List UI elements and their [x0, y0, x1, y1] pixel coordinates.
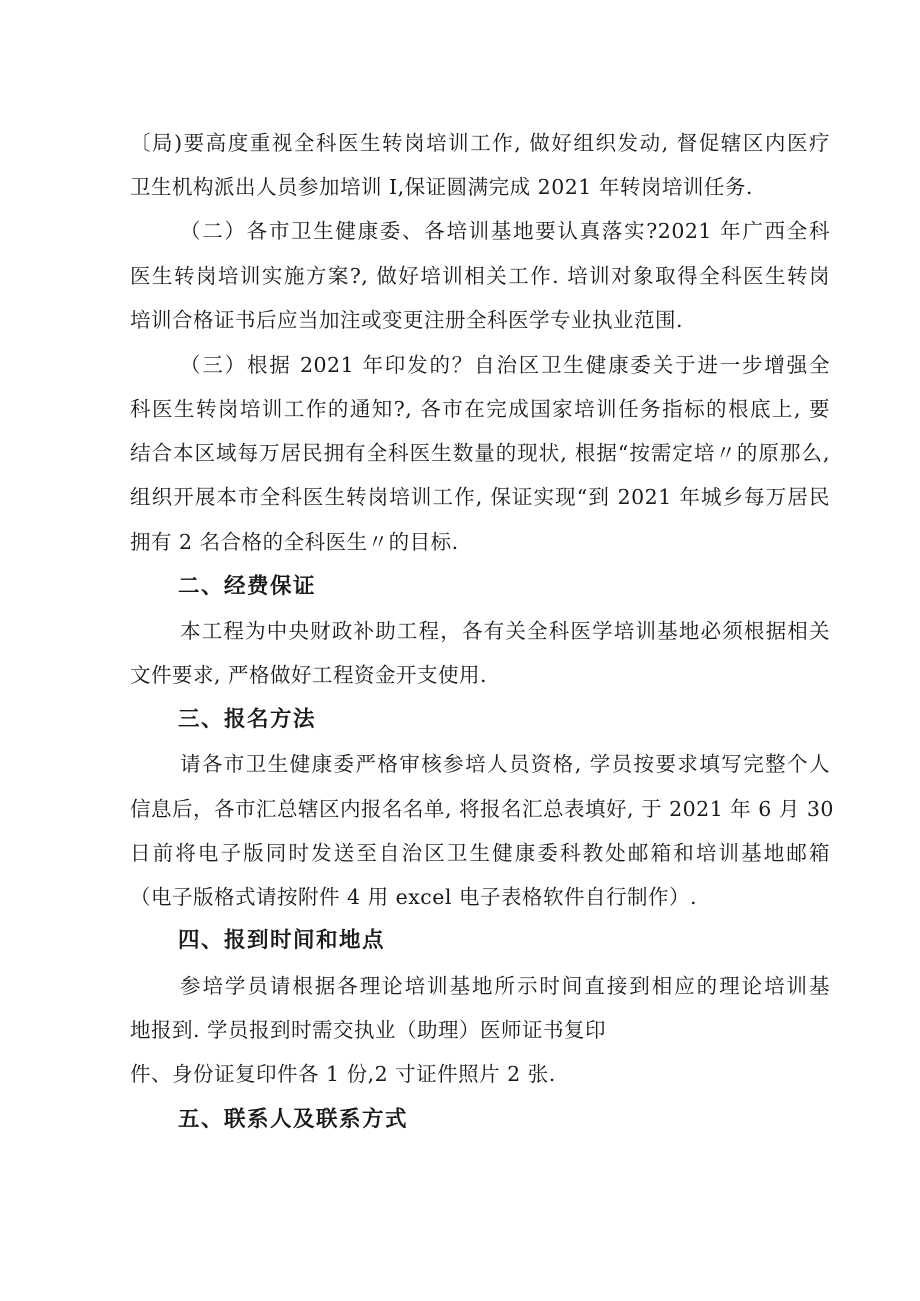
paragraph-line: 〔局)要高度重视全科医生转岗培训工作, 做好组织发动, 督促辖区内医疗: [130, 131, 830, 155]
section-heading-funding: 二、经费保证: [178, 574, 317, 599]
paragraph-line: 组织开展本市全科医生转岗培训工作, 保证实现“到 2021 年城乡每万居民: [130, 485, 830, 509]
paragraph-line: 文件要求, 严格做好工程资金开支使用.: [130, 663, 488, 687]
paragraph-line: （电子版格式请按附件 4 用 excel 电子表格软件自行制作）.: [130, 885, 697, 909]
paragraph-line: 参培学员请根据各理论培训基地所示时间直接到相应的理论培训基: [180, 974, 830, 998]
paragraph-line: （二）各市卫生健康委、各培训基地要认真落实?2021 年广西全科: [180, 219, 830, 243]
section-heading-contact: 五、联系人及联系方式: [178, 1107, 409, 1132]
paragraph-line: 日前将电子版同时发送至自治区卫生健康委科教处邮箱和培训基地邮箱: [130, 841, 830, 865]
paragraph-line: 信息后，各市汇总辖区内报名名单, 将报名汇总表填好, 于 2021 年 6 月 30: [130, 797, 834, 821]
section-heading-report-time: 四、报到时间和地点: [178, 928, 386, 953]
paragraph-line: 医生转岗培训实施方案?, 做好培训相关工作. 培训对象取得全科医生转岗: [130, 264, 830, 288]
paragraph-line: 卫生机构派出人员参加培训 I,保证圆满完成 2021 年转岗培训任务.: [130, 175, 753, 199]
paragraph-line: 件、身份证复印件各 1 份,2 寸证件照片 2 张.: [130, 1062, 556, 1086]
section-heading-registration: 三、报名方法: [178, 707, 317, 732]
paragraph-line: 结合本区域每万居民拥有全科医生数量的现状, 根据“按需定培〃的原那么,: [130, 441, 830, 465]
paragraph-line: 培训合格证书后应当加注或变更注册全科医学专业执业范围.: [130, 308, 684, 332]
paragraph-line: 请各市卫生健康委严格审核参培人员资格, 学员按要求填写完整个人: [180, 752, 830, 776]
paragraph-line: 地报到. 学员报到时需交执业（助理）医师证书复印: [130, 1018, 607, 1042]
paragraph-line: （三）根据 2021 年印发的？自治区卫生健康委关于进一步增强全: [180, 353, 830, 377]
paragraph-line: 拥有 2 名合格的全科医生〃的目标.: [130, 530, 459, 554]
paragraph-line: 科医生转岗培训工作的通知?, 各市在完成国家培训任务指标的根底上, 要: [130, 397, 830, 421]
paragraph-line: 本工程为中央财政补助工程，各有关全科医学培训基地必须根据相关: [180, 619, 830, 643]
